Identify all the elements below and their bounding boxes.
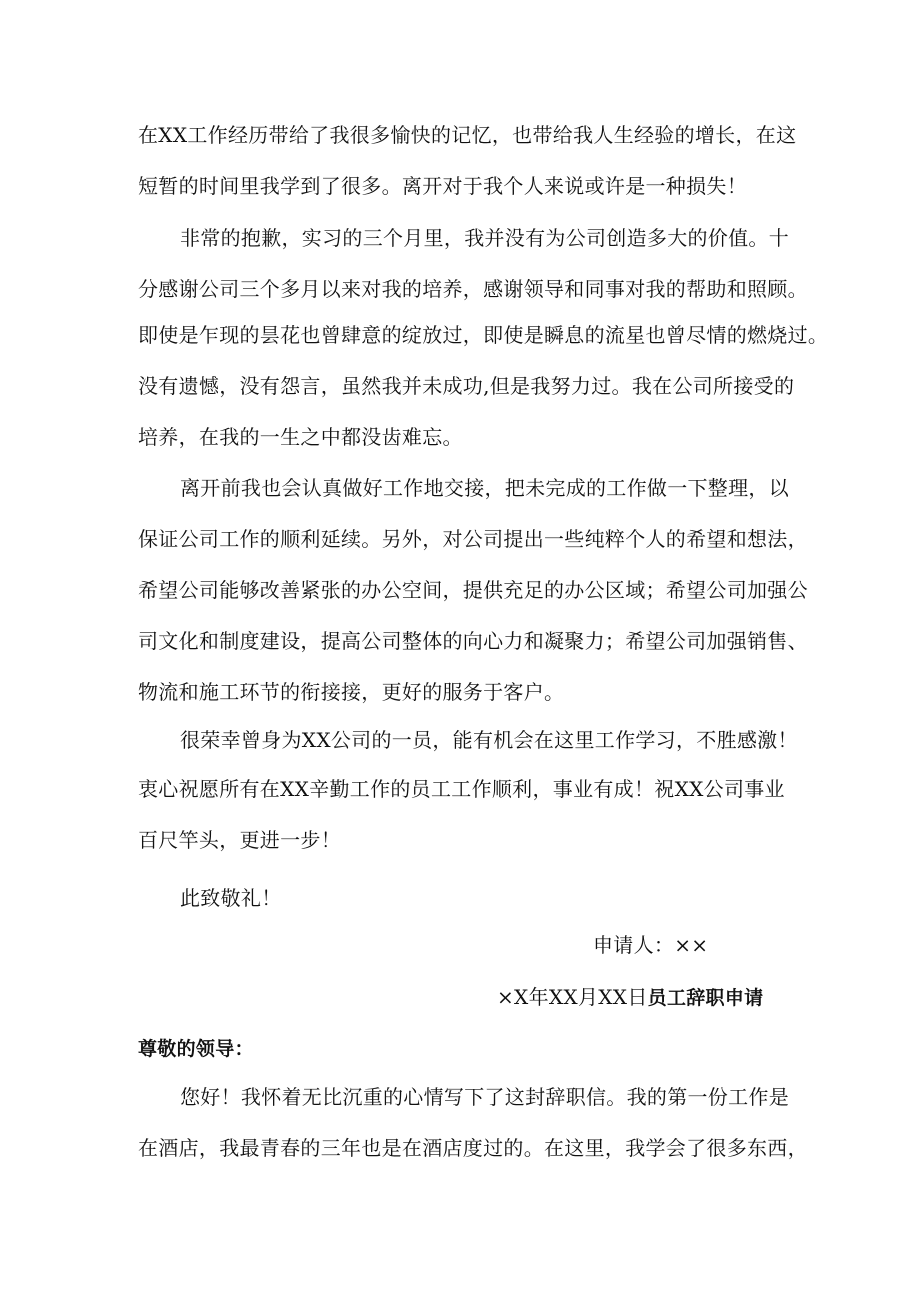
- date-text: ×X年XX月XX日: [497, 985, 648, 1009]
- closing-line: 此致敬礼！: [180, 886, 282, 910]
- paragraph-3-line-1: 离开前我也会认真做好工作地交接，把未完成的工作做一下整理，以: [180, 476, 789, 500]
- paragraph-2-line-2: 分感谢公司三个多月以来对我的培养，感谢领导和同事对我的帮助和照顾。: [138, 277, 808, 301]
- date-and-title-line: [497, 985, 763, 1010]
- paragraph-3-line-4: 司文化和制度建设，提高公司整体的向心力和凝聚力；希望公司加强销售、: [138, 629, 808, 653]
- applicant-line: 申请人：××: [593, 933, 709, 957]
- paragraph-1-line-2: 短暂的时间里我学到了很多。离开对于我个人来说或许是一种损失！: [138, 174, 747, 198]
- paragraph-2-line-1: 非常的抱歉，实习的三个月里，我并没有为公司创造多大的价值。十: [180, 226, 789, 250]
- paragraph-3-line-5: 物流和施工环节的衔接接，更好的服务于客户。: [138, 680, 565, 704]
- paragraph-4-line-3: 百尺竿头，更进一步！: [138, 828, 341, 852]
- paragraph-4-line-2: 衷心祝愿所有在XX辛勤工作的员工工作顺利，事业有成！祝XX公司事业: [138, 777, 785, 801]
- paragraph-3-line-2: 保证公司工作的顺利延续。另外，对公司提出一些纯粹个人的希望和想法，: [138, 527, 808, 551]
- paragraph-2-line-4: 没有遗憾，没有怨言，虽然我并未成功,但是我努力过。我在公司所接受的: [138, 374, 795, 398]
- paragraph-5-line-2: 在酒店，我最青春的三年也是在酒店度过的。在这里，我学会了很多东西，: [138, 1136, 808, 1160]
- paragraph-2-line-5: 培养，在我的一生之中都没齿难忘。: [138, 425, 463, 449]
- next-letter-title: 员工辞职申请: [647, 987, 764, 1009]
- paragraph-3-line-3: 希望公司能够改善紧张的办公空间，提供充足的办公区域；希望公司加强公: [138, 578, 808, 602]
- paragraph-2-line-3: 即使是乍现的昙花也曾肆意的绽放过，即使是瞬息的流星也曾尽情的燃烧过。: [138, 323, 829, 347]
- paragraph-5-line-1: 您好！我怀着无比沉重的心情写下了这封辞职信。我的第一份工作是: [180, 1085, 789, 1109]
- salutation: 尊敬的领导：: [138, 1038, 254, 1060]
- paragraph-1-line-1: 在XX工作经历带给了我很多愉快的记忆，也带给我人生经验的增长，在这: [138, 123, 797, 147]
- paragraph-4-line-1: 很荣幸曾身为XX公司的一员，能有机会在这里工作学习，不胜感激！: [180, 728, 798, 752]
